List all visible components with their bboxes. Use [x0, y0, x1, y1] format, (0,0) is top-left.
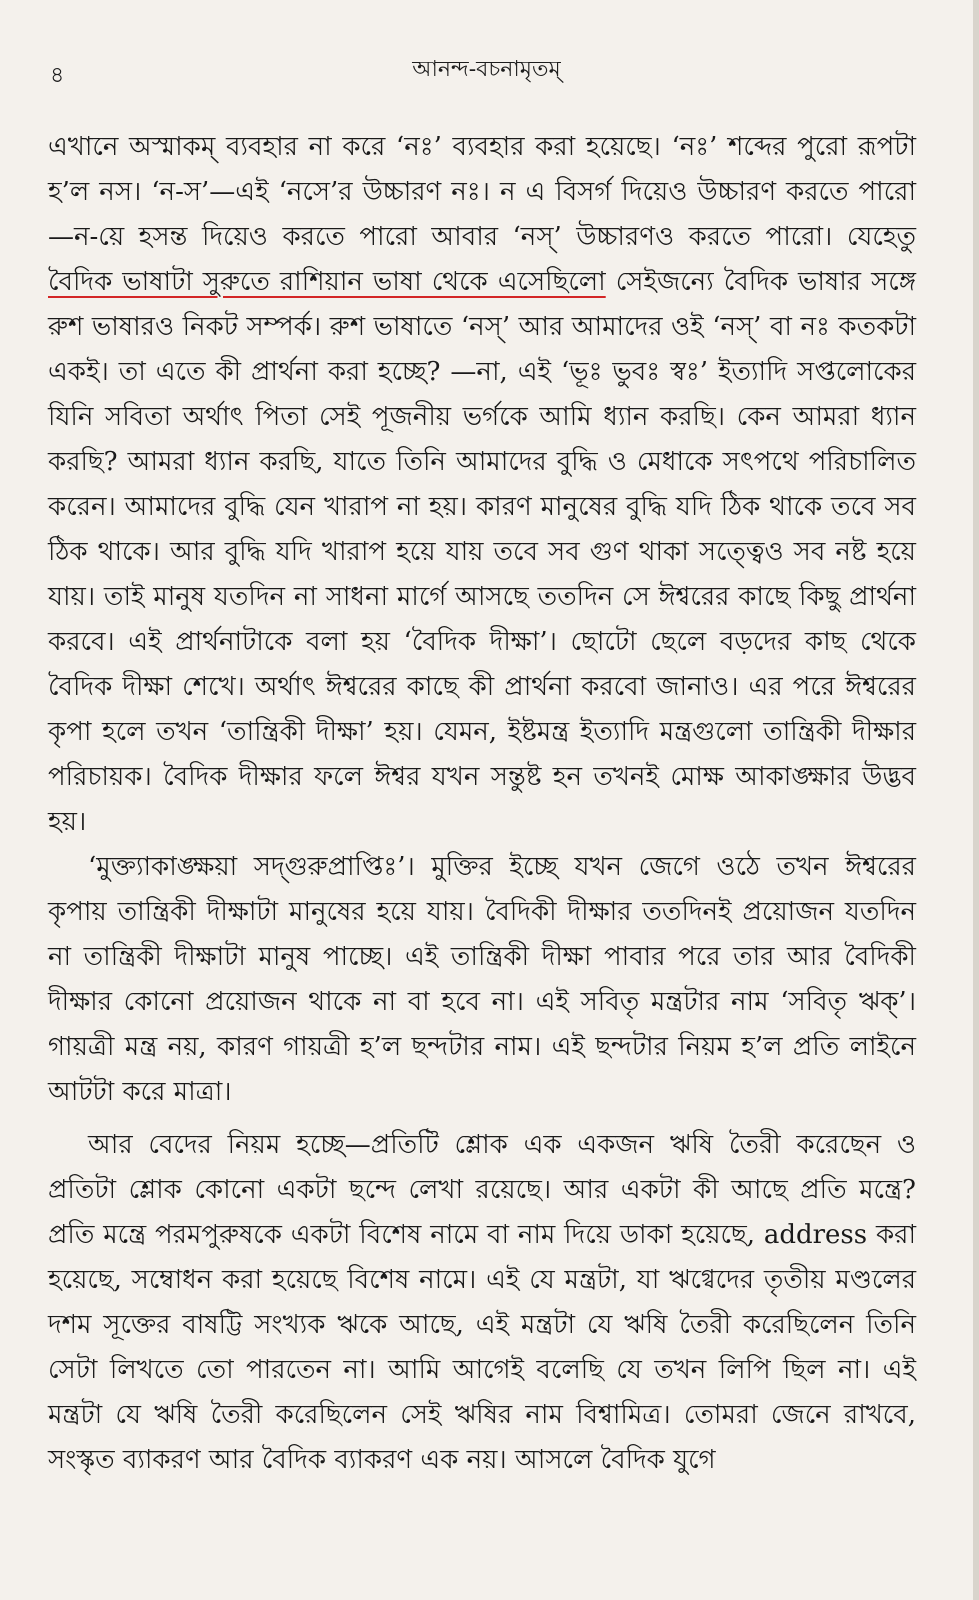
- paragraph-1-start: এখানে অস্মাকম্ ব্যবহার না করে ‘নঃ’ ব্যবহার করা হয়েছে। ‘নঃ’ শব্দের পুরো রূপটা হ’ল নস। ‘ন-স’—এই ‘নসে’র উচ্চারণ নঃ। ন এ বিসর্গ দিয়েও উচ্চারণ করতে পারো—ন-য়ে হসন্ত দিয়েও করতে পারো আবার ‘নস্’ উচ্চারণও করতে পারো। যেহেতু: [48, 132, 916, 252]
- red-underlined-phrase: বৈদিক ভাষাটা সুরুতে রাশিয়ান ভাষা থেকে এসেছিলো: [48, 267, 606, 297]
- page-number: ৪: [50, 63, 65, 88]
- paragraph-1: [48, 125, 916, 845]
- paragraph-1-rest: সেইজন্যে বৈদিক ভাষার সঙ্গে রুশ ভাষারও নিকট সম্পর্ক। রুশ ভাষাতে ‘নস্’ আর আমাদের ওই ‘নস্’ বা নঃ কতকটা একই। তা এতে কী প্রার্থনা করা হচ্ছে? —না, এই ‘ভূঃ ভুবঃ স্বঃ’ ইত্যাদি সপ্তলোকের যিনি সবিতা অর্থাৎ পিতা সেই পূজনীয় ভর্গকে আমি ধ্যান করছি। কেন আমরা ধ্যান করছি? আমরা ধ্যান করছি, যাতে তিনি আমাদের বুদ্ধি ও মেধাকে সৎপথে পরিচালিত করেন। আমাদের বুদ্ধি যেন খারাপ না হয়। কারণ মানুষের বুদ্ধি যদি ঠিক থাকে তবে সব ঠিক থাকে। আর বুদ্ধি যদি খারাপ হয়ে যায় তবে সব গুণ থাকা সত্ত্বেও সব নষ্ট হয়ে যায়। তাই মানুষ যতদিন না সাধনা মার্গে আসছে ততদিন সে ঈশ্বরের কাছে কিছু প্রার্থনা করবে। এই প্রার্থনাটাকে বলা হয় ‘বৈদিক দীক্ষা’। ছোটো ছেলে বড়দের কাছ থেকে বৈদিক দীক্ষা শেখে। অর্থাৎ ঈশ্বরের কাছে কী প্রার্থনা করবো জানাও। এর পরে ঈশ্বরের কৃপা হলে তখন ‘তান্ত্রিকী দীক্ষা’ হয়। যেমন, ইষ্টমন্ত্র ইত্যাদি মন্ত্রগুলো তান্ত্রিকী দীক্ষার পরিচায়ক। বৈদিক দীক্ষার ফলে ঈশ্বর যখন সন্তুষ্ট হন তখনই মোক্ষ আকাঙ্ক্ষার উদ্ভব হয়।: [48, 267, 916, 837]
- running-title: আনন্দ-বচনামৃতম্: [412, 57, 561, 82]
- paragraph-3: আর বেদের নিয়ম হচ্ছে—প্রতিটি শ্লোক এক একজন ঋষি তৈরী করেছেন ও প্রতিটা শ্লোক কোনো একটা ছন্দে লেখা রয়েছে। আর একটা কী আছে প্রতি মন্ত্রে? প্রতি মন্ত্রে পরমপুরুষকে একটা বিশেষ নামে বা নাম দিয়ে ডাকা হয়েছে, address করা হয়েছে, সম্বোধন করা হয়েছে বিশেষ নামে। এই যে মন্ত্রটা, যা ঋগ্বেদের তৃতীয় মণ্ডলের দশম সূক্তের বাষট্টি সংখ্যক ঋকে আছে, এই মন্ত্রটা যে ঋষি তৈরী করেছিলেন তিনি সেটা লিখতে তো পারতেন না। আমি আগেই বলেছি যে তখন লিপি ছিল না। এই মন্ত্রটা যে ঋষি তৈরী করেছিলেন সেই ঋষির নাম বিশ্বামিত্র। তোমরা জেনে রাখবে, সংস্কৃত ব্যাকরণ আর বৈদিক ব্যাকরণ এক নয়। আসলে বৈদিক যুগে: [48, 1130, 916, 1475]
- body-text: [48, 125, 916, 1483]
- paragraph-2: ‘মুক্ত্যাকাঙ্ক্ষয়া সদ্‌গুরুপ্রাপ্তিঃ’। মুক্তির ইচ্ছে যখন জেগে ওঠে তখন ঈশ্বরের কৃপায় তান্ত্রিকী দীক্ষাটা মানুষের হয়ে যায়। বৈদিকী দীক্ষার ততদিনই প্রয়োজন যতদিন না তান্ত্রিকী দীক্ষাটা মানুষ পাচ্ছে। এই তান্ত্রিকী দীক্ষা পাবার পরে তার আর বৈদিকী দীক্ষার কোনো প্রয়োজন থাকে না বা হবে না। এই সবিতৃ মন্ত্রটার নাম ‘সবিতৃ ঋক্’। গায়ত্রী মন্ত্র নয়, কারণ গায়ত্রী হ’ল ছন্দটার নাম। এই ছন্দটার নিয়ম হ’ল প্রতি লাইনে আটটা করে মাত্রা।: [48, 852, 916, 1107]
- page-header: [0, 40, 973, 88]
